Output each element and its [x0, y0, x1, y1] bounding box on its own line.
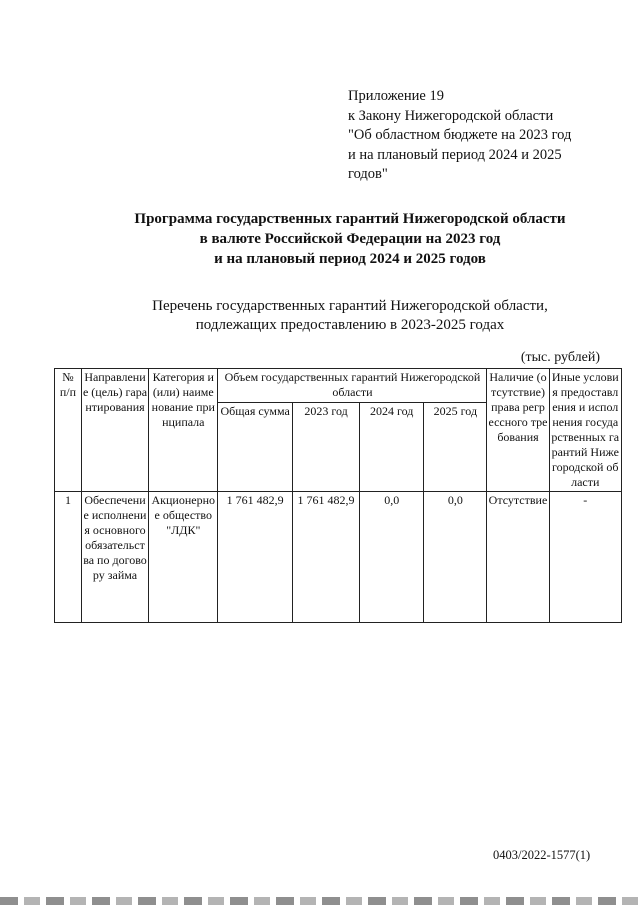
units-label: (тыс. рублей): [520, 350, 600, 365]
cell-2025: 0,0: [424, 492, 487, 623]
cell-other-conditions: -: [549, 492, 621, 623]
title-line: Программа государственных гарантий Нижегородской области: [134, 211, 566, 227]
header-2024: 2024 год: [360, 402, 424, 491]
header-total: Общая сумма: [218, 402, 292, 491]
cell-num: 1: [55, 492, 82, 623]
header-2025: 2025 год: [424, 402, 487, 491]
cell-total: 1 761 482,9: [218, 492, 292, 623]
header-other-conditions: Иные условия предоставления и исполнения государственных гарантий Нижегородской области: [549, 369, 621, 492]
header-category: Категория и (или) наименование принципала: [149, 369, 218, 492]
cell-2024: 0,0: [360, 492, 424, 623]
document-code: 0403/2022-1577(1): [493, 848, 591, 862]
header-regress: Наличие (отсутствие) права регрессного требования: [487, 369, 549, 492]
appendix-line: и на плановый период 2024 и 2025: [348, 146, 562, 163]
cell-category: Акционерное общество "ЛДК": [149, 492, 218, 623]
document-title: [60, 209, 640, 269]
title-line: в валюте Российской Федерации на 2023 год: [199, 231, 501, 247]
subtitle-line: подлежащих предоставлению в 2023-2025 годах: [195, 317, 505, 333]
appendix-line: к Закону Нижегородской области: [348, 107, 554, 124]
scan-edge-artifact: [0, 897, 640, 905]
cell-2023: 1 761 482,9: [292, 492, 359, 623]
subtitle-line: Перечень государственных гарантий Нижегородской области,: [152, 298, 548, 314]
document-subtitle: [60, 297, 640, 335]
cell-regress: Отсутствие: [487, 492, 549, 623]
appendix-line: "Об областном бюджете на 2023 год: [348, 127, 572, 143]
appendix-line: годов": [348, 166, 388, 182]
appendix-note: [348, 87, 618, 185]
header-volume-group: Объем государственных гарантий Нижегородской области: [218, 369, 487, 403]
header-2023: 2023 год: [292, 402, 359, 491]
guarantees-table: [54, 368, 622, 623]
header-num: № п/п: [55, 369, 82, 492]
header-direction: Направление (цель) гарантирования: [81, 369, 148, 492]
appendix-line: Приложение 19: [348, 88, 444, 104]
title-line: и на плановый период 2024 и 2025 годов: [214, 251, 486, 267]
table-row: [55, 492, 622, 623]
cell-direction: Обеспечение исполнения основного обязательства по договору займа: [81, 492, 148, 623]
